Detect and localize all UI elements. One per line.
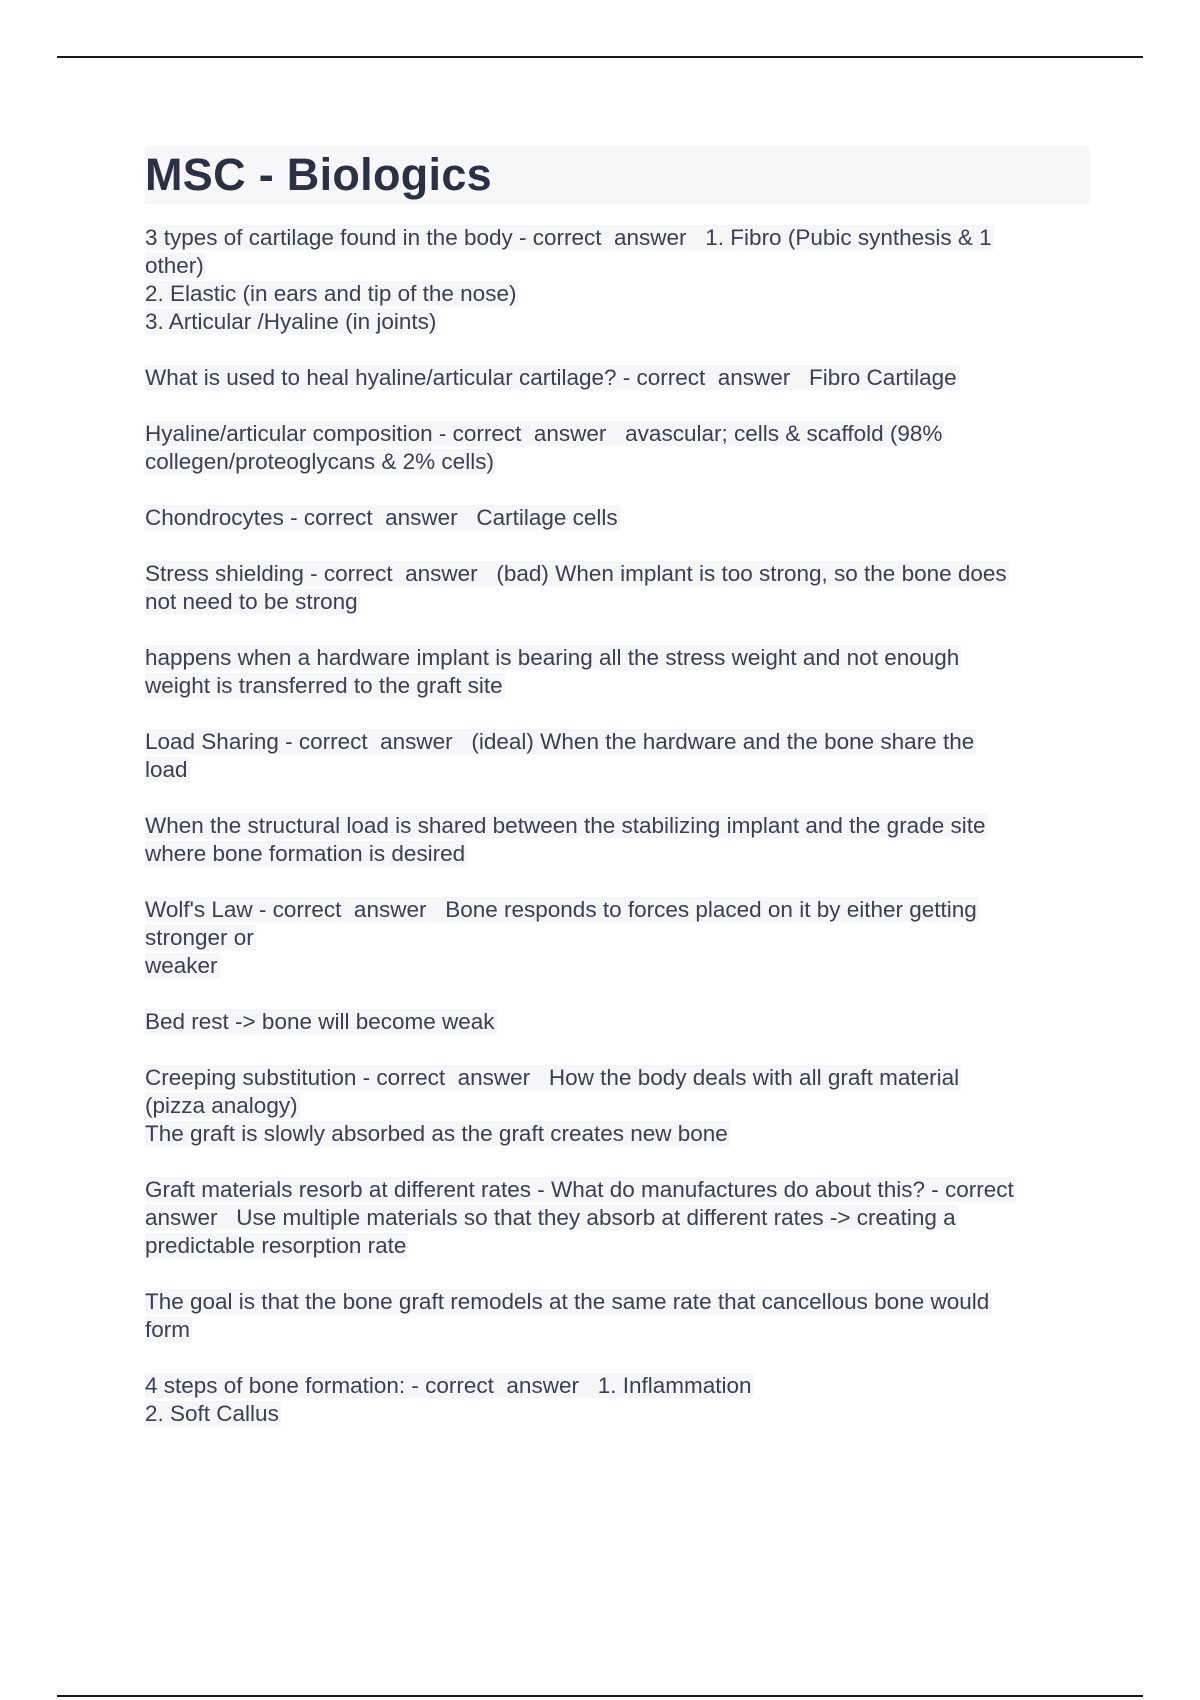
text-line-content: answer Use multiple materials so that they absorb at different rates -> creating a [145, 1205, 956, 1230]
text-line-content: happens when a hardware implant is bearing all the stress weight and not enough [145, 645, 960, 670]
text-line [145, 840, 1090, 868]
top-rule [57, 56, 1143, 58]
text-line-content: Wolf's Law - correct answer Bone responds to forces placed on it by either getting [145, 897, 977, 922]
text-line [145, 420, 1090, 448]
text-line-content: Stress shielding - correct answer (bad) When implant is too strong, so the bone does [145, 561, 1007, 586]
text-line-content: What is used to heal hyaline/articular cartilage? - correct answer Fibro Cartilage [145, 365, 957, 390]
text-line-content: not need to be strong [145, 589, 358, 614]
flashcard-entry [145, 364, 1090, 392]
text-line [145, 924, 1090, 952]
text-line-content: collegen/proteoglycans & 2% cells) [145, 449, 494, 474]
text-line-content: The goal is that the bone graft remodels at the same rate that cancellous bone would [145, 1289, 990, 1314]
text-line-content: (pizza analogy) [145, 1093, 298, 1118]
text-line-content: Load Sharing - correct answer (ideal) When the hardware and the bone share the [145, 729, 975, 754]
text-line [145, 728, 1090, 756]
flashcard-list [145, 224, 1090, 1428]
text-line [145, 1120, 1090, 1148]
text-line-content: predictable resorption rate [145, 1233, 407, 1258]
text-line [145, 1400, 1090, 1428]
text-line-content: where bone formation is desired [145, 841, 466, 866]
text-line-content: Chondrocytes - correct answer Cartilage cells [145, 505, 618, 530]
text-line-content: stronger or [145, 925, 254, 950]
text-line [145, 1176, 1090, 1204]
flashcard-entry [145, 1288, 1090, 1344]
document-body [145, 146, 1090, 1456]
text-line [145, 308, 1090, 336]
flashcard-entry [145, 1008, 1090, 1036]
flashcard-entry [145, 1064, 1090, 1148]
text-line [145, 1008, 1090, 1036]
text-line-content: When the structural load is shared between the stabilizing implant and the grade site [145, 813, 986, 838]
flashcard-entry [145, 1176, 1090, 1260]
text-line [145, 504, 1090, 532]
text-line [145, 588, 1090, 616]
text-line [145, 952, 1090, 980]
text-line [145, 224, 1090, 252]
text-line [145, 1372, 1090, 1400]
text-line [145, 560, 1090, 588]
text-line [145, 448, 1090, 476]
text-line-content: load [145, 757, 188, 782]
document-title: MSC - Biologics [145, 146, 1090, 204]
text-line-content: Graft materials resorb at different rates - What do manufactures do about this? - correct [145, 1177, 1014, 1202]
text-line [145, 1316, 1090, 1344]
text-line-content: form [145, 1317, 190, 1342]
text-line-content: 2. Elastic (in ears and tip of the nose) [145, 281, 517, 306]
text-line [145, 280, 1090, 308]
flashcard-entry [145, 560, 1090, 616]
text-line-content: 3. Articular /Hyaline (in joints) [145, 309, 437, 334]
text-line-content: other) [145, 253, 204, 278]
text-line-content: weaker [145, 953, 218, 978]
flashcard-entry [145, 812, 1090, 868]
text-line [145, 672, 1090, 700]
bottom-rule [57, 1695, 1143, 1697]
text-line-content: 3 types of cartilage found in the body - correct answer 1. Fibro (Pubic synthesis & 1 [145, 225, 992, 250]
text-line-content: The graft is slowly absorbed as the graft creates new bone [145, 1121, 728, 1146]
text-line [145, 1064, 1090, 1092]
text-line [145, 1204, 1090, 1232]
flashcard-entry [145, 644, 1090, 700]
text-line-content: Bed rest -> bone will become weak [145, 1009, 495, 1034]
text-line [145, 364, 1090, 392]
text-line-content: weight is transferred to the graft site [145, 673, 503, 698]
flashcard-entry [145, 504, 1090, 532]
flashcard-entry [145, 1372, 1090, 1428]
text-line [145, 252, 1090, 280]
text-line-content: Creeping substitution - correct answer How the body deals with all graft material [145, 1065, 960, 1090]
text-line-content: Hyaline/articular composition - correct answer avascular; cells & scaffold (98% [145, 421, 943, 446]
flashcard-entry [145, 896, 1090, 980]
text-line [145, 1232, 1090, 1260]
flashcard-entry [145, 224, 1090, 336]
text-line [145, 644, 1090, 672]
text-line [145, 756, 1090, 784]
text-line [145, 896, 1090, 924]
text-line-content: 4 steps of bone formation: - correct answer 1. Inflammation [145, 1373, 752, 1398]
text-line-content: 2. Soft Callus [145, 1401, 279, 1426]
text-line [145, 812, 1090, 840]
text-line [145, 1092, 1090, 1120]
flashcard-entry [145, 728, 1090, 784]
text-line [145, 1288, 1090, 1316]
flashcard-entry [145, 420, 1090, 476]
